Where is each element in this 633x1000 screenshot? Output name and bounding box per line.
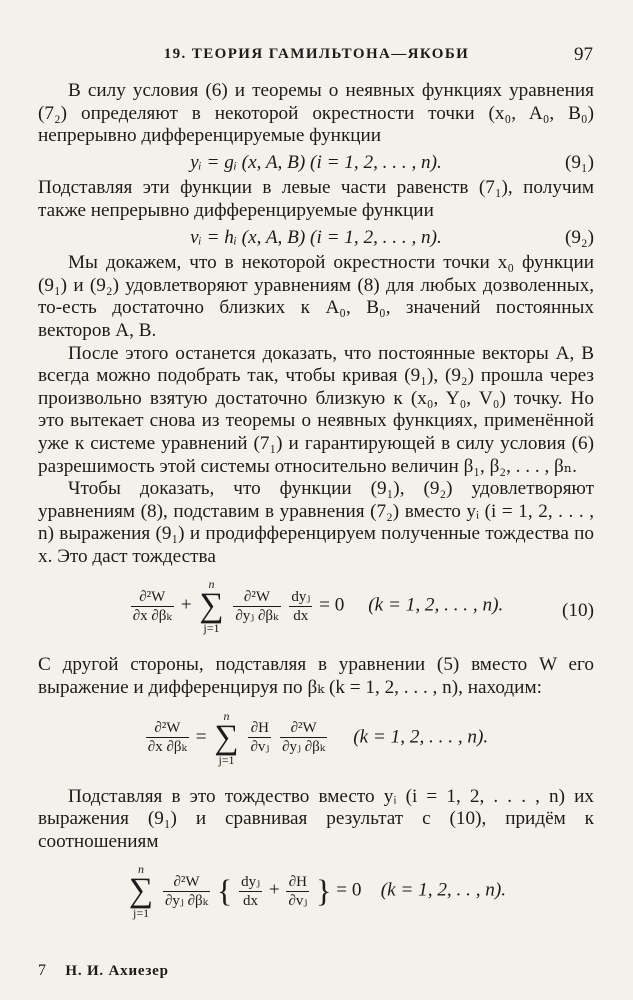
summation: n ∑ j=1 xyxy=(214,708,239,767)
equation-condition: (k = 1, 2, . . . , n). xyxy=(368,594,504,616)
author-name: Н. И. Ахиезер xyxy=(65,963,169,979)
chapter-title: 19. ТЕОРИЯ ГАМИЛЬТОНА—ЯКОБИ xyxy=(163,46,470,62)
equation-12: n ∑ j=1 $\frac{\text{∂²W}}{\text{∂yⱼ ∂βₖ}}$ { $\frac{\text{dyⱼ}}{dx}$ + $\frac{\partial H}{\text{∂vⱼ}}$ } = 0 (k = 1, 2, . . , n). xyxy=(128,862,507,921)
fraction: $\frac{\text{∂²W}}{\text{∂x ∂βₖ}}$ xyxy=(147,720,187,756)
fraction: $\frac{\text{dyⱼ}}{dx}$ xyxy=(241,873,261,909)
fraction: $\frac{\text{∂²W}}{\text{∂yⱼ ∂βₖ}}$ xyxy=(282,720,326,756)
equation-condition: (k = 1, 2, . . . , n). xyxy=(353,726,489,748)
page-number: 97 xyxy=(574,44,593,65)
equation-11: $\frac{\text{∂²W}}{\text{∂x ∂βₖ}}$ = n ∑ j=1 $\frac{\partial H}{\text{∂vⱼ}}$ $\frac{\text{∂²W}}{\text{∂yⱼ ∂βₖ}}$ (k = 1, 2, . . . , n). xyxy=(147,708,489,767)
equation-9-2 xyxy=(38,227,594,250)
equation-number: (9₂) xyxy=(564,226,594,248)
equation-condition: (k = 1, 2, . . , n). xyxy=(380,879,507,901)
page-footer xyxy=(38,962,169,980)
paragraph: Подставляя эти функции в левые части равенств (7₁), получим также непрерывно дифференцируемые функции xyxy=(38,177,594,221)
fraction: $\frac{\text{∂²W}}{\text{∂yⱼ ∂βₖ}}$ xyxy=(235,588,279,624)
paragraph: Чтобы доказать, что функции (9₁), (9₂) удовлетворяют уравнениям (8), подставим в уравнения (7₂) вместо yᵢ (i = 1, 2, . . . , n) выражения (9₁) и продифференцируем полученные тождества по x. Это даст тождества xyxy=(38,478,594,567)
equation-9-1 xyxy=(38,152,594,175)
paragraph: С другой стороны, подставляя в уравнении (5) вместо W его выражение и дифференцируя по βₖ (k = 1, 2, . . . , n), находим: xyxy=(38,654,594,699)
summation: n ∑ j=1 xyxy=(128,862,154,921)
equation-text: yᵢ = gᵢ (x, A, B) (i = 1, 2, . . . , n). xyxy=(190,151,442,173)
fraction: $\frac{\text{∂²W}}{\text{∂x ∂βₖ}}$ xyxy=(132,588,172,624)
fraction: $\frac{\text{dyⱼ}}{dx}$ xyxy=(291,588,311,624)
paragraph: Мы докажем, что в некоторой окрестности точки x₀ функции (9₁) и (9₂) удовлетворяют уравнениям (8) для любых дозволенных, то-есть достаточно близких к A₀, B₀, значений постоянных векторов A, B. xyxy=(38,252,594,341)
equation-number: (10) xyxy=(562,600,594,622)
fraction: $\frac{\partial H}{\text{∂vⱼ}}$ xyxy=(288,873,308,909)
equation-10: $\frac{\text{∂²W}}{\text{∂x ∂βₖ}}$ + n ∑ j=1 $\frac{\text{∂²W}}{\text{∂yⱼ ∂βₖ}}$ $\frac{\text{dyⱼ}}{dx}$ = 0 (k = 1, 2, . . . , n). (10) xyxy=(132,577,594,636)
paragraph: Подставляя в это тождество вместо yᵢ (i = 1, 2, . . . , n) их выражения (9₁) и сравнивая результат с (10), придём к соотношениям xyxy=(38,785,594,852)
running-head xyxy=(0,44,633,68)
paragraph: После этого останется доказать, что постоянные векторы A, B всегда можно подобрать так, чтобы кривая (9₁), (9₂) прошла через произвольно взятую достаточно близкую к (x₀, Y₀, V₀) точку. Но это вытекает снова из теоремы о неявных функциях, применённой уже к системе уравнений (7₁) и гарантирующей в силу условия (6) разрешимость этой системы относительно величин β₁, β₂, . . . , βₙ. xyxy=(38,342,594,477)
fraction: $\frac{\partial H}{\text{∂vⱼ}}$ xyxy=(250,720,270,756)
paragraph: В силу условия (6) и теоремы о неявных функциях уравнения (7₂) определяют в некоторой окрестности точки (x₀, A₀, B₀) непрерывно дифференцируемые функции xyxy=(38,80,594,147)
equation-text: vᵢ = hᵢ (x, A, B) (i = 1, 2, . . . , n). xyxy=(190,226,442,248)
signature-mark: 7 xyxy=(38,962,47,979)
equation-number: (9₁) xyxy=(564,151,594,173)
summation: n ∑ j=1 xyxy=(199,577,224,636)
text-body xyxy=(38,80,594,939)
fraction: $\frac{\text{∂²W}}{\text{∂yⱼ ∂βₖ}}$ xyxy=(164,873,209,909)
